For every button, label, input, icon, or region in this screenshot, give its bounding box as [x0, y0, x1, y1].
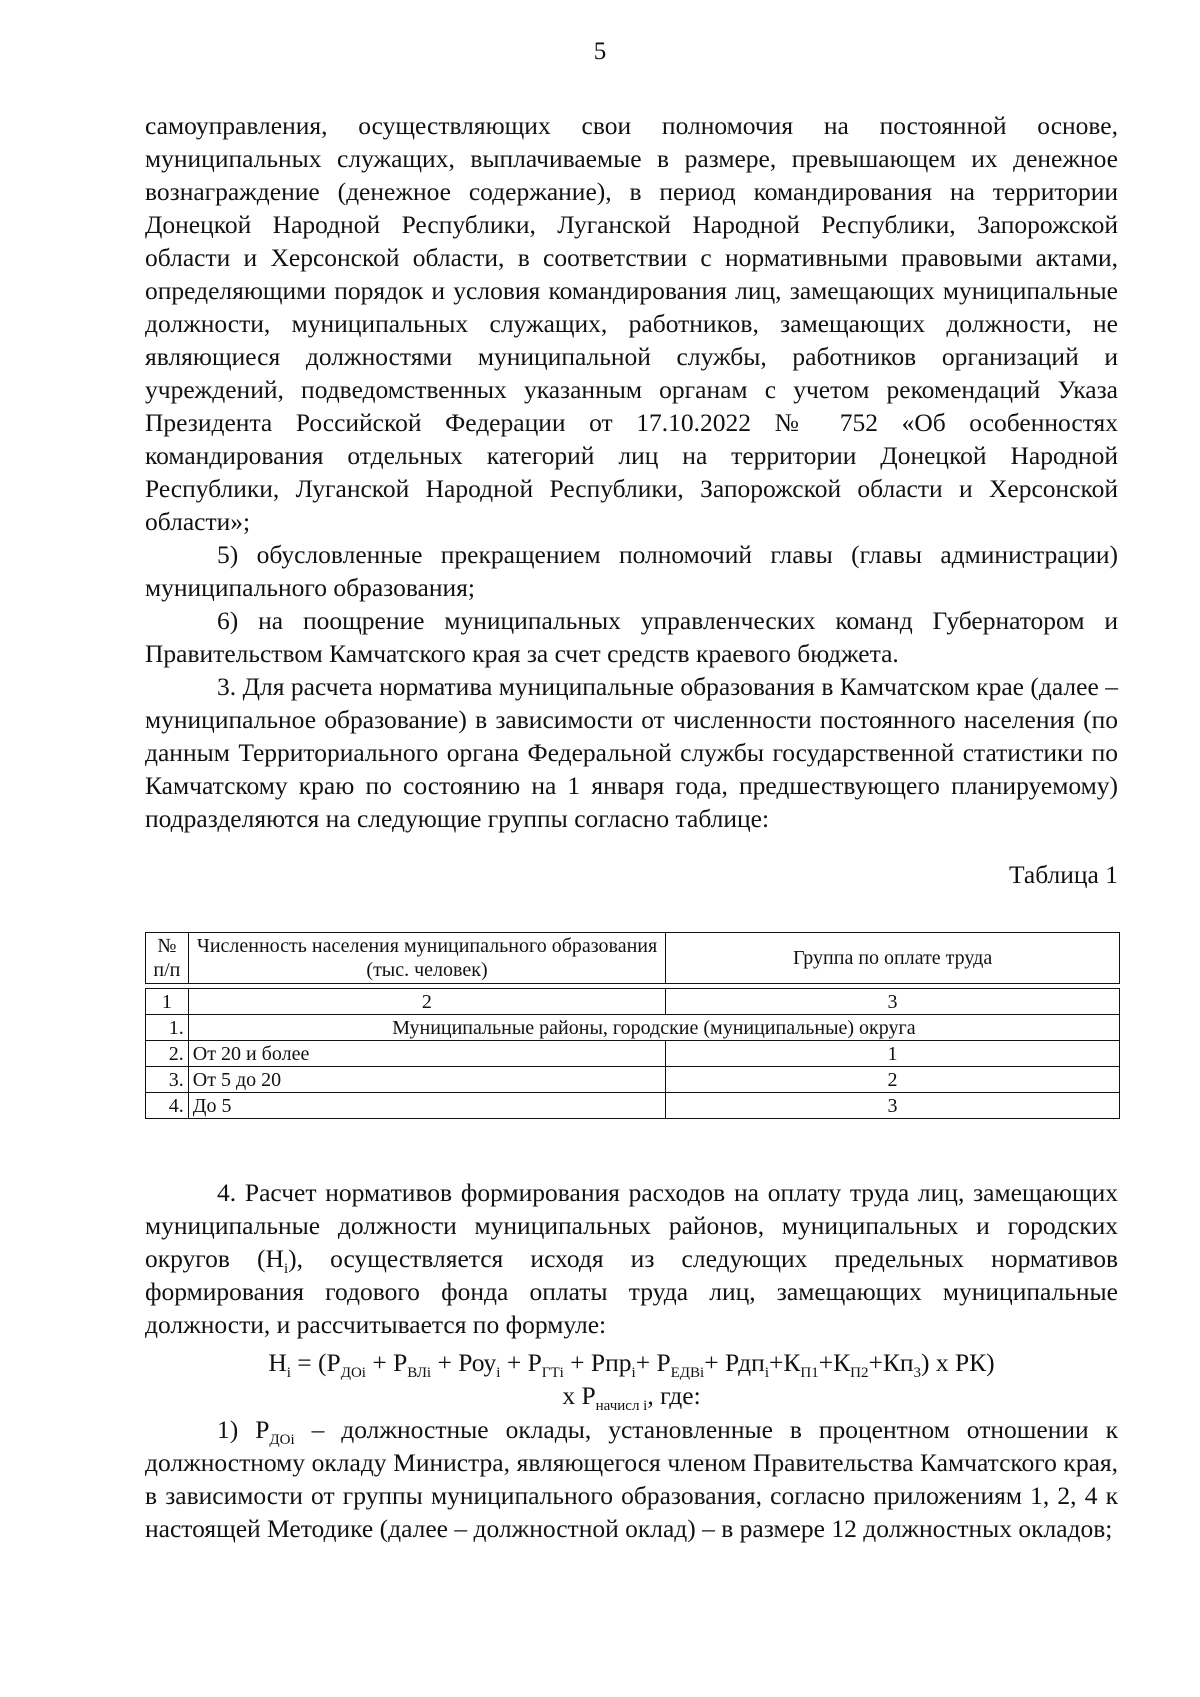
header-group-cell: Группа по оплате труда [666, 933, 1120, 984]
text-run: = (Р [290, 1348, 341, 1377]
table-cell: 1. [146, 1015, 189, 1041]
section-4-block [145, 1176, 1118, 1341]
table-cell: До 5 [188, 1093, 665, 1119]
list-item-6: 6) на поощрение муниципальных управленческих команд Губернатором и Правительством Камчатского края за счет средств краевого бюджета. [145, 606, 1118, 668]
formula-line-2 [145, 1379, 1118, 1415]
subscript: П1 [800, 1365, 819, 1382]
subscript: i [283, 1261, 289, 1278]
table-section-cell: Муниципальные районы, городские (муниципальные) округа [188, 1015, 1119, 1041]
list-item-1 [145, 1413, 1118, 1545]
text-run: + Роу [431, 1348, 497, 1377]
text-run: + Р [635, 1348, 671, 1377]
text-run: + Рпр [563, 1348, 632, 1377]
subscript: ГТi [541, 1365, 564, 1382]
section-4-paragraph [145, 1176, 1118, 1341]
text-run: + Рдп [704, 1348, 765, 1377]
subscript: начисл i [595, 1398, 648, 1415]
text-run: +Кп [868, 1348, 914, 1377]
subscript: ДОi [269, 1432, 295, 1449]
table-row [146, 989, 1120, 1015]
table-row [146, 1093, 1120, 1119]
text-run: 1) Р [217, 1415, 270, 1444]
subscript: i [631, 1365, 636, 1382]
subscript: 3 [913, 1365, 921, 1382]
text-run: ) х РК) [921, 1348, 995, 1377]
table-cell: 1 [146, 989, 189, 1015]
table-cell: 2. [146, 1041, 189, 1067]
header-population-cell: Численность населения муниципального образования (тыс. человек) [188, 933, 665, 984]
subscript: i [496, 1365, 501, 1382]
text-run: 4. Расчет нормативов формирования расходов на оплату труда лиц, замещающих муниципальные должности муниципальных районов, муниципальных и городских округов (Н [145, 1178, 1118, 1273]
header-number-cell: № п/п [146, 933, 189, 984]
table-caption: Таблица 1 [1008, 860, 1118, 889]
formula-line-1 [145, 1346, 1118, 1382]
subscript: П2 [850, 1365, 869, 1382]
intro-paragraph: самоуправления, осуществляющих свои полномочия на постоянной основе, муниципальных служащих, выплачиваемые в размере, превышающем их денежное вознаграждение (денежное содержание), в период командирования на территории Донецкой Народной Республики, Луганской Народной Республики, Запорожской области и Херсонской области, в соответствии с нормативными правовыми актами, определяющими порядок и условия командирования лиц, замещающих муниципальные должности, муниципальных служащих, работников, замещающих должности, не являющиеся должностями муниципальной службы, работников организаций и учреждений, подведомственных указанным органам с учетом рекомендаций Указа Президента Российской Федерации от 17.10.2022 № 752 «Об особенностях командирования отдельных категорий лиц на территории Донецкой Народной Республики, Луганской Народной Республики, Запорожской области и Херсонской области»; [145, 111, 1118, 536]
item-1-block [145, 1413, 1118, 1545]
page-number: 5 [593, 38, 607, 65]
table-cell: 4. [146, 1093, 189, 1119]
table-cell: 3 [665, 1093, 1119, 1119]
table-row [146, 1041, 1120, 1067]
subscript: ДОi [340, 1365, 366, 1382]
population-groups-table-header [145, 932, 1120, 984]
body-text-top [145, 109, 1118, 835]
table-cell: От 20 и более [188, 1041, 665, 1067]
text-run: + Р [365, 1348, 408, 1377]
formula [145, 1346, 1118, 1415]
text-run: , где: [647, 1381, 701, 1410]
subscript: ВЛi [407, 1365, 432, 1382]
text-run: ), осуществляется исходя из следующих предельных нормативов формирования годового фонда оплаты труда лиц, замещающих муниципальные должности, и рассчитывается по формуле: [145, 1244, 1119, 1339]
text-run: х Р [562, 1381, 596, 1410]
table-cell: 2 [665, 1067, 1119, 1093]
text-run: Н [268, 1348, 287, 1377]
section-3-paragraph: 3. Для расчета норматива муниципальные образования в Камчатском крае (далее – муниципальное образование) в зависимости от численности постоянного населения (по данным Территориального органа Федеральной службы государственной статистики по Камчатскому краю по состоянию на 1 января года, предшествующего планируемому) подразделяются на следующие группы согласно таблице: [145, 672, 1118, 833]
population-groups-table [145, 988, 1120, 1119]
table-row [146, 1015, 1120, 1041]
table-cell: 2 [188, 989, 665, 1015]
table-cell: От 5 до 20 [188, 1067, 665, 1093]
table-cell: 1 [665, 1041, 1119, 1067]
subscript: ЕДВi [670, 1365, 705, 1382]
text-run: + Р [500, 1348, 542, 1377]
text-run: +К [768, 1348, 801, 1377]
text-run: +К [818, 1348, 851, 1377]
subscript: i [764, 1365, 769, 1382]
text-run: – должностные оклады, установленные в процентном отношении к должностному окладу Министра, являющегося членом Правительства Камчатского края, в зависимости от группы муниципального образования, согласно приложениям 1, 2, 4 к настоящей Методике (далее – должностной оклад) – в размере 12 должностных окладов; [145, 1415, 1118, 1543]
list-item-5: 5) обусловленные прекращением полномочий главы (главы администрации) муниципального образования; [145, 540, 1118, 602]
subscript: i [286, 1365, 291, 1382]
table-cell: 3 [665, 989, 1119, 1015]
table-row [146, 1067, 1120, 1093]
table-cell: 3. [146, 1067, 189, 1093]
